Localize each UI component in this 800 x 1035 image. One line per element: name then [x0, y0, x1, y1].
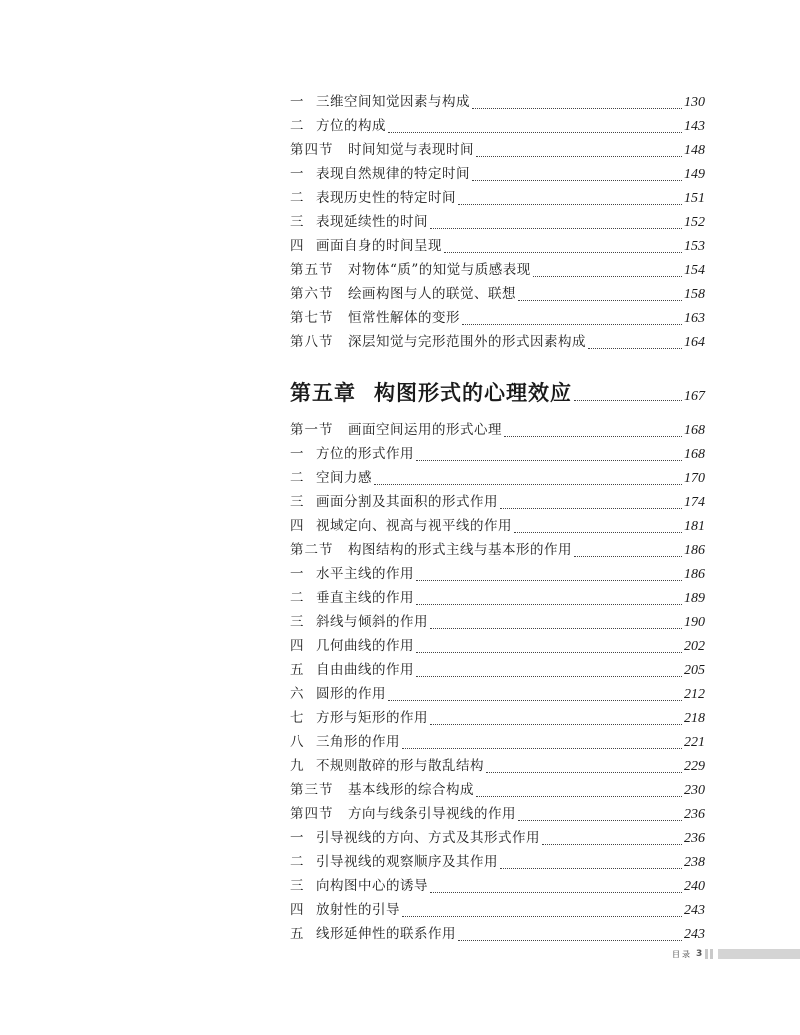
toc-entry-title: 绘画构图与人的联觉、联想	[348, 286, 516, 302]
toc-entry-title: 放射性的引导	[316, 902, 400, 918]
toc-entry-page-number: 212	[684, 687, 705, 702]
toc-entry-number: 二	[290, 470, 305, 486]
toc-entry-number: 三	[290, 494, 305, 510]
toc-item-entry[interactable]	[290, 586, 705, 610]
chapter-row[interactable]	[290, 376, 705, 410]
dot-leader	[533, 276, 682, 277]
toc-entry-number: 第二节	[290, 542, 334, 558]
toc-entry-page-number: 190	[684, 615, 705, 630]
toc-entry-number: 五	[290, 662, 305, 678]
dot-leader	[574, 400, 682, 401]
dot-leader	[374, 484, 682, 485]
toc-item-entry[interactable]	[290, 850, 705, 874]
toc-entry-title: 几何曲线的作用	[316, 638, 414, 654]
toc-entry-title: 斜线与倾斜的作用	[316, 614, 428, 630]
toc-entry-title: 空间力感	[316, 470, 372, 486]
toc-entry-page-number: 164	[684, 335, 705, 350]
toc-entry-title: 构图结构的形式主线与基本形的作用	[348, 542, 572, 558]
toc-entry-title: 深层知觉与完形范围外的形式因素构成	[348, 334, 586, 350]
toc-entry-number: 一	[290, 566, 305, 582]
toc-entry-title: 画面空间运用的形式心理	[348, 422, 502, 438]
dot-leader	[416, 460, 682, 461]
toc-entry-title: 画面分割及其面积的形式作用	[316, 494, 498, 510]
toc-entry-title: 向构图中心的诱导	[316, 878, 428, 894]
toc-entry-title: 基本线形的综合构成	[348, 782, 474, 798]
toc-entry-title: 自由曲线的作用	[316, 662, 414, 678]
toc-entry-title: 表现历史性的特定时间	[316, 190, 456, 206]
toc-entry-page-number: 229	[684, 759, 705, 774]
toc-entry-number: 一	[290, 830, 305, 846]
toc-entry-number: 第八节	[290, 334, 334, 350]
toc-entry-number: 第七节	[290, 310, 334, 326]
toc-entry-number: 四	[290, 238, 305, 254]
toc-item-entry[interactable]	[290, 730, 705, 754]
dot-leader	[430, 724, 682, 725]
toc-entry-page-number: 243	[684, 927, 705, 942]
dot-leader	[444, 252, 682, 253]
toc-item-entry[interactable]	[290, 90, 705, 114]
toc-section-entry[interactable]	[290, 802, 705, 826]
toc-entry-title: 垂直主线的作用	[316, 590, 414, 606]
toc-entry-title: 对物体“质”的知觉与质感表现	[348, 262, 531, 278]
toc-entry-number: 二	[290, 190, 305, 206]
dot-leader	[472, 108, 682, 109]
toc-entry-page-number: 170	[684, 471, 705, 486]
toc-entry-page-number: 205	[684, 663, 705, 678]
toc-item-entry[interactable]	[290, 754, 705, 778]
footer-tick	[710, 949, 713, 959]
toc-entry-page-number: 154	[684, 263, 705, 278]
toc-section-entry[interactable]	[290, 306, 705, 330]
toc-item-entry[interactable]	[290, 658, 705, 682]
toc-entry-number: 二	[290, 118, 305, 134]
toc-entry-page-number: 149	[684, 167, 705, 182]
dot-leader	[416, 580, 682, 581]
toc-item-entry[interactable]	[290, 922, 705, 946]
dot-leader	[430, 228, 682, 229]
toc-entry-page-number: 236	[684, 831, 705, 846]
toc-item-entry[interactable]	[290, 210, 705, 234]
toc-entry-title: 三维空间知觉因素与构成	[316, 94, 470, 110]
dot-leader	[416, 652, 682, 653]
dot-leader	[518, 300, 682, 301]
toc-entry-number: 第四节	[290, 806, 334, 822]
toc-entry-page-number: 186	[684, 543, 705, 558]
toc-entry-page-number: 148	[684, 143, 705, 158]
toc-entry-page-number: 143	[684, 119, 705, 134]
toc-entry-number: 一	[290, 94, 305, 110]
toc-section-entry[interactable]	[290, 138, 705, 162]
dot-leader	[430, 628, 682, 629]
toc-entry-title: 线形延伸性的联系作用	[316, 926, 456, 942]
dot-leader	[416, 604, 682, 605]
toc-item-entry[interactable]	[290, 442, 705, 466]
footer-section-label: 目录	[672, 949, 692, 959]
toc-entry-title: 引导视线的观察顺序及其作用	[316, 854, 498, 870]
toc-entry-number: 第五节	[290, 262, 334, 278]
toc-section-entry[interactable]	[290, 330, 705, 354]
dot-leader	[542, 844, 682, 845]
toc-entry-number: 第四节	[290, 142, 334, 158]
toc-entry-title: 水平主线的作用	[316, 566, 414, 582]
toc-entry-number: 三	[290, 214, 305, 230]
footer-page-number: 3	[696, 949, 703, 959]
table-of-contents	[290, 90, 705, 946]
page-footer	[672, 946, 800, 962]
toc-item-entry[interactable]	[290, 514, 705, 538]
toc-entry-title: 画面自身的时间呈现	[316, 238, 442, 254]
toc-item-entry[interactable]	[290, 826, 705, 850]
footer-bar	[718, 949, 800, 959]
toc-item-entry[interactable]	[290, 162, 705, 186]
toc-item-entry[interactable]	[290, 634, 705, 658]
toc-entry-number: 八	[290, 734, 305, 750]
toc-item-entry[interactable]	[290, 114, 705, 138]
dot-leader	[514, 532, 682, 533]
toc-section-entry[interactable]	[290, 538, 705, 562]
toc-entry-page-number: 151	[684, 191, 705, 206]
toc-entry-number: 三	[290, 614, 305, 630]
toc-section-entry[interactable]	[290, 418, 705, 442]
toc-entry-number: 第一节	[290, 422, 334, 438]
toc-item-entry[interactable]	[290, 610, 705, 634]
toc-entry-page-number: 181	[684, 519, 705, 534]
toc-item-entry[interactable]	[290, 186, 705, 210]
toc-entry-number: 一	[290, 446, 305, 462]
chapter-number: 第五章	[290, 381, 356, 405]
toc-item-entry[interactable]	[290, 706, 705, 730]
toc-entry-page-number: 236	[684, 807, 705, 822]
chapter-page-number: 167	[684, 389, 705, 404]
toc-entry-title: 方形与矩形的作用	[316, 710, 428, 726]
toc-item-entry[interactable]	[290, 490, 705, 514]
toc-entry-number: 四	[290, 902, 305, 918]
dot-leader	[388, 700, 682, 701]
toc-entry-page-number: 186	[684, 567, 705, 582]
toc-entry-number: 一	[290, 166, 305, 182]
toc-item-entry[interactable]	[290, 466, 705, 490]
toc-entry-title: 恒常性解体的变形	[348, 310, 460, 326]
dot-leader	[504, 436, 682, 437]
chapter-entry[interactable]	[290, 376, 705, 410]
toc-entry-page-number: 238	[684, 855, 705, 870]
dot-leader	[402, 916, 682, 917]
toc-entry-number: 二	[290, 590, 305, 606]
toc-entry-number: 四	[290, 638, 305, 654]
toc-entry-title: 视域定向、视高与视平线的作用	[316, 518, 512, 534]
toc-entry-page-number: 158	[684, 287, 705, 302]
toc-entry-page-number: 130	[684, 95, 705, 110]
toc-entry-page-number: 152	[684, 215, 705, 230]
toc-entry-page-number: 243	[684, 903, 705, 918]
toc-entry-title: 三角形的作用	[316, 734, 400, 750]
toc-entry-page-number: 174	[684, 495, 705, 510]
toc-item-entry[interactable]	[290, 874, 705, 898]
footer-tick	[705, 949, 708, 959]
toc-item-entry[interactable]	[290, 682, 705, 706]
dot-leader	[588, 348, 682, 349]
toc-item-entry[interactable]	[290, 898, 705, 922]
toc-entry-page-number: 230	[684, 783, 705, 798]
toc-entry-page-number: 168	[684, 447, 705, 462]
toc-entry-number: 六	[290, 686, 305, 702]
toc-entry-title: 时间知觉与表现时间	[348, 142, 474, 158]
toc-entry-number: 五	[290, 926, 305, 942]
toc-section-entry[interactable]	[290, 778, 705, 802]
toc-item-entry[interactable]	[290, 234, 705, 258]
chapter-title: 构图形式的心理效应	[374, 381, 572, 405]
toc-entry-page-number: 202	[684, 639, 705, 654]
toc-entry-title: 方位的构成	[316, 118, 386, 134]
toc-entry-page-number: 221	[684, 735, 705, 750]
toc-entry-page-number: 168	[684, 423, 705, 438]
toc-entry-number: 第六节	[290, 286, 334, 302]
toc-entry-number: 四	[290, 518, 305, 534]
dot-leader	[574, 556, 682, 557]
toc-section-entry[interactable]	[290, 282, 705, 306]
toc-entry-page-number: 240	[684, 879, 705, 894]
dot-leader	[486, 772, 682, 773]
toc-entry-title: 方向与线条引导视线的作用	[348, 806, 516, 822]
toc-entry-page-number: 153	[684, 239, 705, 254]
toc-section-entry[interactable]	[290, 258, 705, 282]
dot-leader	[430, 892, 682, 893]
toc-entry-number: 七	[290, 710, 305, 726]
toc-item-entry[interactable]	[290, 562, 705, 586]
toc-entry-title: 表现自然规律的特定时间	[316, 166, 470, 182]
dot-leader	[388, 132, 682, 133]
toc-entry-number: 第三节	[290, 782, 334, 798]
toc-entry-page-number: 218	[684, 711, 705, 726]
toc-entry-title: 不规则散碎的形与散乱结构	[316, 758, 484, 774]
dot-leader	[458, 940, 682, 941]
dot-leader	[476, 156, 682, 157]
toc-entry-title: 方位的形式作用	[316, 446, 414, 462]
dot-leader	[462, 324, 682, 325]
dot-leader	[518, 820, 682, 821]
toc-bottom-list	[290, 418, 705, 946]
toc-entry-page-number: 189	[684, 591, 705, 606]
dot-leader	[416, 676, 682, 677]
dot-leader	[458, 204, 682, 205]
dot-leader	[472, 180, 682, 181]
toc-top-list	[290, 90, 705, 354]
toc-entry-title: 圆形的作用	[316, 686, 386, 702]
toc-entry-number: 三	[290, 878, 305, 894]
toc-entry-title: 表现延续性的时间	[316, 214, 428, 230]
toc-entry-title: 引导视线的方向、方式及其形式作用	[316, 830, 540, 846]
toc-entry-number: 二	[290, 854, 305, 870]
dot-leader	[402, 748, 682, 749]
toc-entry-number: 九	[290, 758, 305, 774]
dot-leader	[476, 796, 682, 797]
dot-leader	[500, 868, 682, 869]
dot-leader	[500, 508, 682, 509]
toc-entry-page-number: 163	[684, 311, 705, 326]
